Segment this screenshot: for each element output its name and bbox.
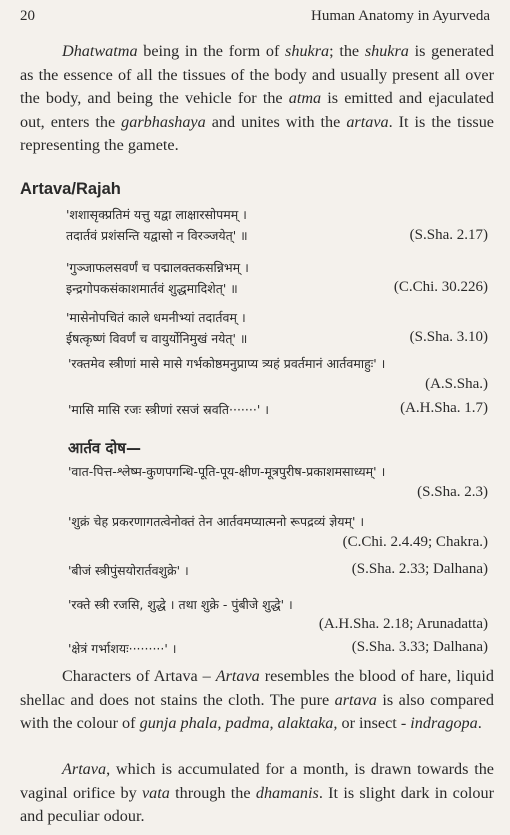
verse-line: 'शशासृक्प्रतिमं यत्तु यद्वा लाक्षारसोपमम् । <box>66 207 247 222</box>
verse-line: 'रक्तमेव स्त्रीणां मासे मासे गर्भकोष्ठमनुप्राप्य त्र्यहं प्रवर्तमानं आर्तवमाहुः' । <box>68 356 386 371</box>
verse-reference: (S.Sha. 2.33; Dalhana) <box>351 561 488 577</box>
term: vata <box>141 783 170 802</box>
dosha-verse-4 <box>68 597 488 632</box>
term: atma <box>288 89 322 107</box>
verse-line: 'बीजं स्त्रीपुंसयोरार्तवशुक्रे' । <box>68 563 189 578</box>
term: indragopa <box>410 714 478 732</box>
verse-line: तदार्तवं प्रशंसन्ति यद्वासो न विरञ्जयेत्' ॥ <box>66 228 248 243</box>
text: or insect - <box>337 714 411 732</box>
dosha-verse-1 <box>68 464 488 500</box>
verse-line: 'मासि मासि रजः स्त्रीणां रसजं स्रवति·······' । <box>68 402 269 417</box>
verse-reference: (A.S.Sha.) <box>425 376 488 392</box>
verse-reference: (S.Sha. 2.3) <box>417 484 488 500</box>
term: gunja phala, padma, alaktaka, <box>139 714 338 732</box>
verse-reference: (S.Sha. 2.17) <box>409 227 488 243</box>
subsection-heading: आर्तव दोष— <box>68 439 141 457</box>
text: is generated as the essence of all the tissues of the body and usually present all over the body, and being the vehicle for the <box>20 42 494 107</box>
text: Characters of Artava – <box>62 667 216 685</box>
dosha-verse-5 <box>68 641 488 656</box>
text: being in the form of <box>137 42 286 60</box>
running-head: Human Anatomy in Ayurveda <box>310 8 490 24</box>
text: is emitted and ejaculated out, enters the <box>20 89 494 131</box>
verse-line: 'रक्ते स्त्री रजसि, शुद्धे । तथा शुक्रे - पुंबीजे शुद्धे' । <box>68 597 293 612</box>
page-number: 20 <box>20 8 35 24</box>
section-heading: Artava/Rajah <box>20 180 121 198</box>
verse-line: 'शुक्रं चेह प्रकरणागतत्वेनोक्तं तेन आर्तवमप्यात्मनो रूपद्रव्यं ज्ञेयम्' । <box>68 514 365 529</box>
accumulation-paragraph <box>20 758 494 829</box>
text: through the <box>169 783 256 802</box>
term: Artava <box>62 760 107 778</box>
text: ; the <box>329 42 365 60</box>
text: is also compared with the colour of <box>20 690 494 732</box>
verse-2 <box>66 260 488 296</box>
text: . <box>477 714 482 732</box>
term: dhamanis <box>255 783 319 802</box>
term: shukra <box>285 42 330 60</box>
characters-paragraph <box>20 665 494 736</box>
text: . It is slight dark in colour and peculiar odour. <box>20 783 494 825</box>
verse-reference: (A.H.Sha. 2.18; Arunadatta) <box>318 616 488 632</box>
text: . It is the tissue representing the gamete. <box>20 112 494 154</box>
term: garbhashaya <box>121 112 206 131</box>
verse-line: 'मासेनोपचितं काले धमनीभ्यां तदार्तवम् । <box>66 310 246 325</box>
intro-paragraph <box>20 40 494 158</box>
verse-line: 'वात-पित्त-श्लेष्म-कुणपगन्धि-पूति-पूय-क्षीण-मूत्रपुरीष-प्रकाशमसाध्यम्' । <box>68 464 386 479</box>
text: and unites with the <box>205 112 347 131</box>
verse-4 <box>68 356 488 392</box>
term: artava <box>346 112 389 131</box>
verse-line: ईषत्कृष्णं विवर्णं च वायुर्योनिमुखं नयेत्' ॥ <box>66 331 248 346</box>
verse-reference: (A.H.Sha. 1.7) <box>400 400 488 416</box>
verse-line: 'गुञ्जाफलसवर्णं च पद्मालक्तकसन्निभम् । <box>66 260 249 275</box>
dosha-verse-3 <box>68 563 488 578</box>
verse-reference: (C.Chi. 2.4.49; Chakra.) <box>342 534 488 550</box>
verse-3 <box>66 310 488 346</box>
text: resembles the blood of hare, liquid shellac and does not stains the cloth. The pure <box>20 667 494 709</box>
term: Dhatwatma <box>62 42 138 60</box>
term: shukra <box>364 42 409 60</box>
text: , which is accumulated for a month, is drawn towards the vaginal orifice by <box>20 760 494 802</box>
verse-reference: (S.Sha. 3.33; Dalhana) <box>351 639 488 655</box>
verse-line: 'क्षेत्रं गर्भाशयः·········' । <box>68 641 177 656</box>
verse-1 <box>66 207 488 243</box>
dosha-verse-2 <box>68 514 488 550</box>
term: artava <box>334 690 377 709</box>
verse-5 <box>68 402 488 417</box>
verse-reference: (S.Sha. 3.10) <box>409 329 488 345</box>
verse-line: इन्द्रगोपकसंकाशमार्तवं शुद्धमादिशेत्' ॥ <box>66 281 238 296</box>
term: Artava <box>215 667 260 685</box>
verse-reference: (C.Chi. 30.226) <box>393 279 488 295</box>
